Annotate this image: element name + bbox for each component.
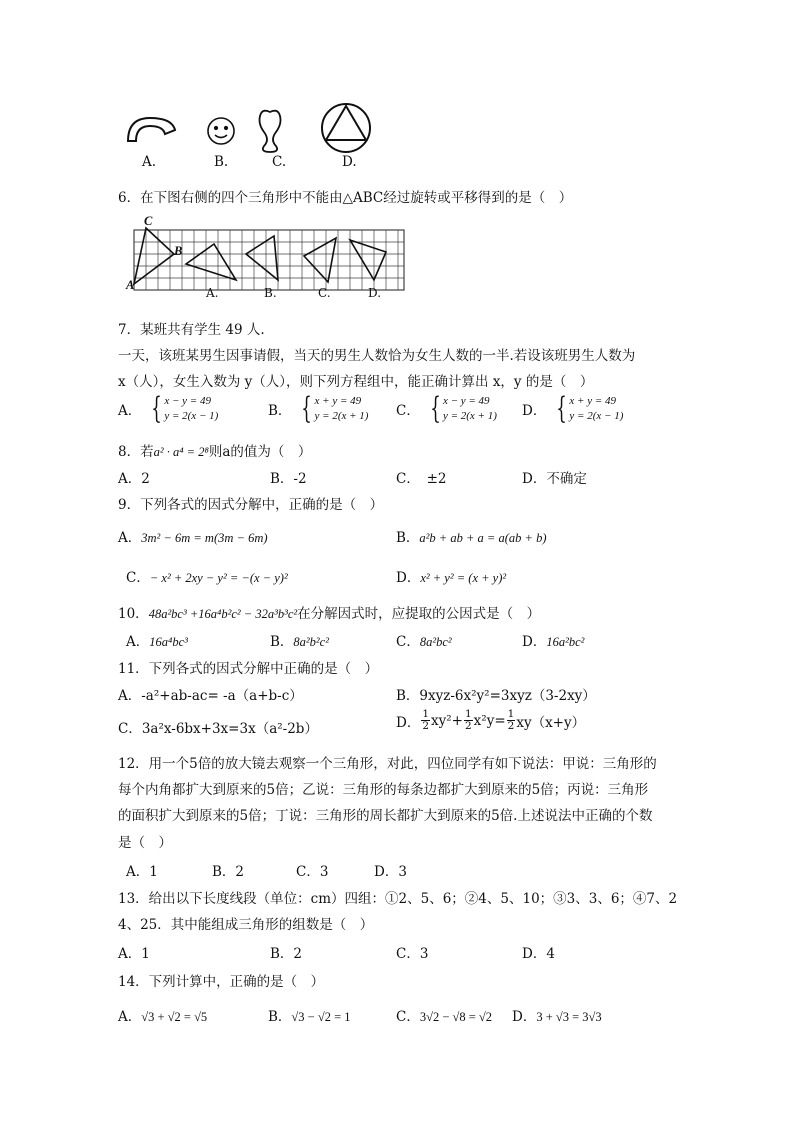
option-label: B． xyxy=(268,1009,292,1025)
q12-option-a: A．1 xyxy=(126,864,158,880)
circle-triangle-shape xyxy=(322,104,370,152)
option-label: D． xyxy=(522,634,547,650)
q10-option-b xyxy=(270,630,329,650)
option-expr: a²b + ab + a = a(ab + b) xyxy=(419,531,547,545)
option-label: C． xyxy=(396,1009,420,1025)
q9-option-c xyxy=(126,566,288,586)
fraction-half xyxy=(464,709,473,732)
q10-text xyxy=(118,602,540,622)
q9-text: 9．下列各式的因式分解中，正确的是（ ） xyxy=(118,497,384,513)
numerator: 1 xyxy=(422,708,430,720)
q11-option-a: A．-a²+ab-ac= -a（a+b-c） xyxy=(118,688,303,704)
q13-option-c: C．3 xyxy=(396,946,429,962)
arch-shape xyxy=(128,118,175,141)
q10-option-c xyxy=(396,630,452,650)
option-label: A． xyxy=(118,403,142,419)
q7-line3: x（人），女生入数为 y（人），则下列方程组中，能正确计算出 x，y 的是（ ） xyxy=(118,374,594,390)
q8-option-c: C． ±2 xyxy=(396,471,447,487)
option-label: A． xyxy=(118,1009,142,1025)
option-label: D． xyxy=(396,570,421,586)
q14-option-b xyxy=(268,1005,351,1025)
option-label: A． xyxy=(118,530,142,546)
fraction-half xyxy=(507,709,516,732)
q7-line2: 一天，该班某男生因事请假，当天的男生人数恰为女生人数的一半.若设该班男生人数为 xyxy=(118,348,636,364)
q6-option-c: C. xyxy=(318,286,331,300)
q6-label-c: C xyxy=(144,214,153,228)
q9-option-b xyxy=(396,526,547,546)
q6-label-b: B xyxy=(174,244,183,258)
option-label: B． xyxy=(270,634,294,650)
term: xy²+ xyxy=(431,712,463,729)
q10-expr: 48a²bc³ +16a⁴b²c² − 32a³b³c² xyxy=(148,607,298,621)
shape-option-c: C. xyxy=(272,154,287,170)
q7-option-a xyxy=(118,391,219,426)
q11-option-d xyxy=(396,709,585,732)
q14-text: 14．下列计算中，正确的是（ ） xyxy=(118,974,325,990)
denominator: 2 xyxy=(507,720,515,732)
q13-option-d: D．4 xyxy=(522,946,555,962)
option-expr: √3 − √2 = 1 xyxy=(291,1010,351,1024)
q11-option-b: B．9xyz-6x²y²=3xyz（3-2xy） xyxy=(396,688,596,704)
equation-row: x − y = 49 xyxy=(164,395,211,407)
q12-line1: 12．用一个5倍的放大镜去观察一个三角形，对此，四位同学有如下说法：甲说：三角形的 xyxy=(118,756,657,772)
q6-option-a: A. xyxy=(206,286,219,300)
q7-option-c xyxy=(396,391,497,426)
q8-option-a: A．2 xyxy=(118,471,150,487)
q9-option-d xyxy=(396,566,506,586)
triangle-abc xyxy=(134,228,174,284)
q14-option-a xyxy=(118,1005,207,1025)
shape-option-d: D. xyxy=(342,154,357,170)
term: x²y= xyxy=(473,712,506,729)
q13-option-a: A．1 xyxy=(118,946,150,962)
brace: { xyxy=(301,391,313,426)
shape-option-a: A. xyxy=(142,154,157,170)
q10-prefix: 10． xyxy=(118,606,149,622)
option-label: C． xyxy=(126,570,150,586)
q12-line4: 是（ ） xyxy=(118,835,172,851)
q7-option-b xyxy=(268,391,369,426)
q10-suffix: 在分解因式时，应提取的公因式是（ ） xyxy=(297,606,541,622)
q13-line2: 4、25．其中能组成三角形的组数是（ ） xyxy=(118,917,374,933)
q8-option-b: B．-2 xyxy=(270,471,307,487)
q7-option-d xyxy=(522,391,624,426)
equation-row: x − y = 49 xyxy=(442,395,490,407)
triangle-option-c xyxy=(304,238,336,282)
numerator: 1 xyxy=(507,708,515,720)
q12-option-b: B．2 xyxy=(212,864,245,880)
triangle-option-d xyxy=(350,240,386,280)
brace: { xyxy=(430,391,441,426)
option-expr: √3 + √2 = √5 xyxy=(141,1010,208,1024)
q6-option-b: B. xyxy=(264,286,277,300)
q12-line3: 的面积扩大到原来的5倍；丁说：三角形的周长都扩大到原来的5倍.上述说法中正确的个数 xyxy=(118,808,653,824)
numerator: 1 xyxy=(464,708,472,720)
option-label: C． xyxy=(396,403,420,419)
q12-option-c: C．3 xyxy=(296,864,329,880)
q10-option-d xyxy=(522,630,584,650)
q14-option-d xyxy=(512,1005,602,1025)
q8-suffix: 则a的值为（ ） xyxy=(208,444,312,460)
option-expr: − x² + 2xy − y² = −(x − y)² xyxy=(149,571,288,585)
option-expr: 8a²bc² xyxy=(419,635,452,649)
option-expr: 3√2 − √8 = √2 xyxy=(419,1010,493,1024)
equation-row: y = 2(x + 1) xyxy=(314,410,369,422)
option-label: D． xyxy=(512,1009,537,1025)
bone-shape xyxy=(260,111,281,152)
smiley-shape xyxy=(208,118,234,144)
q8-text xyxy=(118,440,311,460)
q6-label-a: A xyxy=(126,278,135,292)
q8-expr: a² · a⁴ = 2⁸ xyxy=(153,445,209,459)
option-label: D． xyxy=(396,714,421,731)
q12-option-d: D．3 xyxy=(374,864,407,880)
option-label: D． xyxy=(522,403,547,419)
q12-line2: 每个内角都扩大到原来的5倍；乙说：三角形的每条边都扩大到原来的5倍；丙说：三角形 xyxy=(118,782,649,798)
triangle-option-a xyxy=(186,244,236,280)
option-expr: 3 + √3 = 3√3 xyxy=(536,1010,602,1024)
option-label: C． xyxy=(396,634,420,650)
option-expr: 8a²b²c² xyxy=(293,635,329,649)
option-label: A． xyxy=(126,634,150,650)
brace: { xyxy=(556,391,568,426)
triangle-option-b xyxy=(246,236,278,280)
option-expr: 16a⁴bc³ xyxy=(149,635,188,649)
q6-option-d: D. xyxy=(368,286,382,300)
equation-row: x + y = 49 xyxy=(314,395,362,407)
shapes-figure xyxy=(120,100,400,155)
q13-option-b: B．2 xyxy=(270,946,303,962)
denominator: 2 xyxy=(464,720,472,732)
brace: { xyxy=(151,391,163,426)
fraction-half xyxy=(421,709,430,732)
option-expr: 16a²bc² xyxy=(546,635,585,649)
option-label: B． xyxy=(396,530,420,546)
q11-text: 11．下列各式的因式分解中正确的是（ ） xyxy=(118,661,379,677)
term: xy（x+y） xyxy=(516,714,586,731)
option-expr: 3m² − 6m = m(3m − 6m) xyxy=(141,531,268,545)
q11-option-c: C．3a²x-6bx+3x=3x（a²-2b） xyxy=(118,721,318,737)
q10-option-a xyxy=(126,630,188,650)
q6-text: 6．在下图右侧的四个三角形中不能由△ABC经过旋转或平移得到的是（ ） xyxy=(118,190,573,206)
equation-row: x + y = 49 xyxy=(569,395,617,407)
equation-row: y = 2(x − 1) xyxy=(569,410,624,422)
option-label: B． xyxy=(268,403,292,419)
q8-option-d: D．不确定 xyxy=(522,471,587,487)
q8-prefix: 8．若 xyxy=(118,444,154,460)
equation-row: y = 2(x − 1) xyxy=(164,410,219,422)
shape-option-b: B. xyxy=(214,154,229,170)
option-expr: x² + y² = (x + y)² xyxy=(420,571,507,585)
q7-line1: 7．某班共有学生 49 人. xyxy=(118,322,265,338)
q14-option-c xyxy=(396,1005,492,1025)
q9-option-a xyxy=(118,526,268,546)
q13-line1: 13．给出以下长度线段（单位：cm）四组：①2、5、6；②4、5、10；③3、3、6；④7、2 xyxy=(118,891,678,907)
denominator: 2 xyxy=(422,720,430,732)
equation-row: y = 2(x + 1) xyxy=(442,410,497,422)
